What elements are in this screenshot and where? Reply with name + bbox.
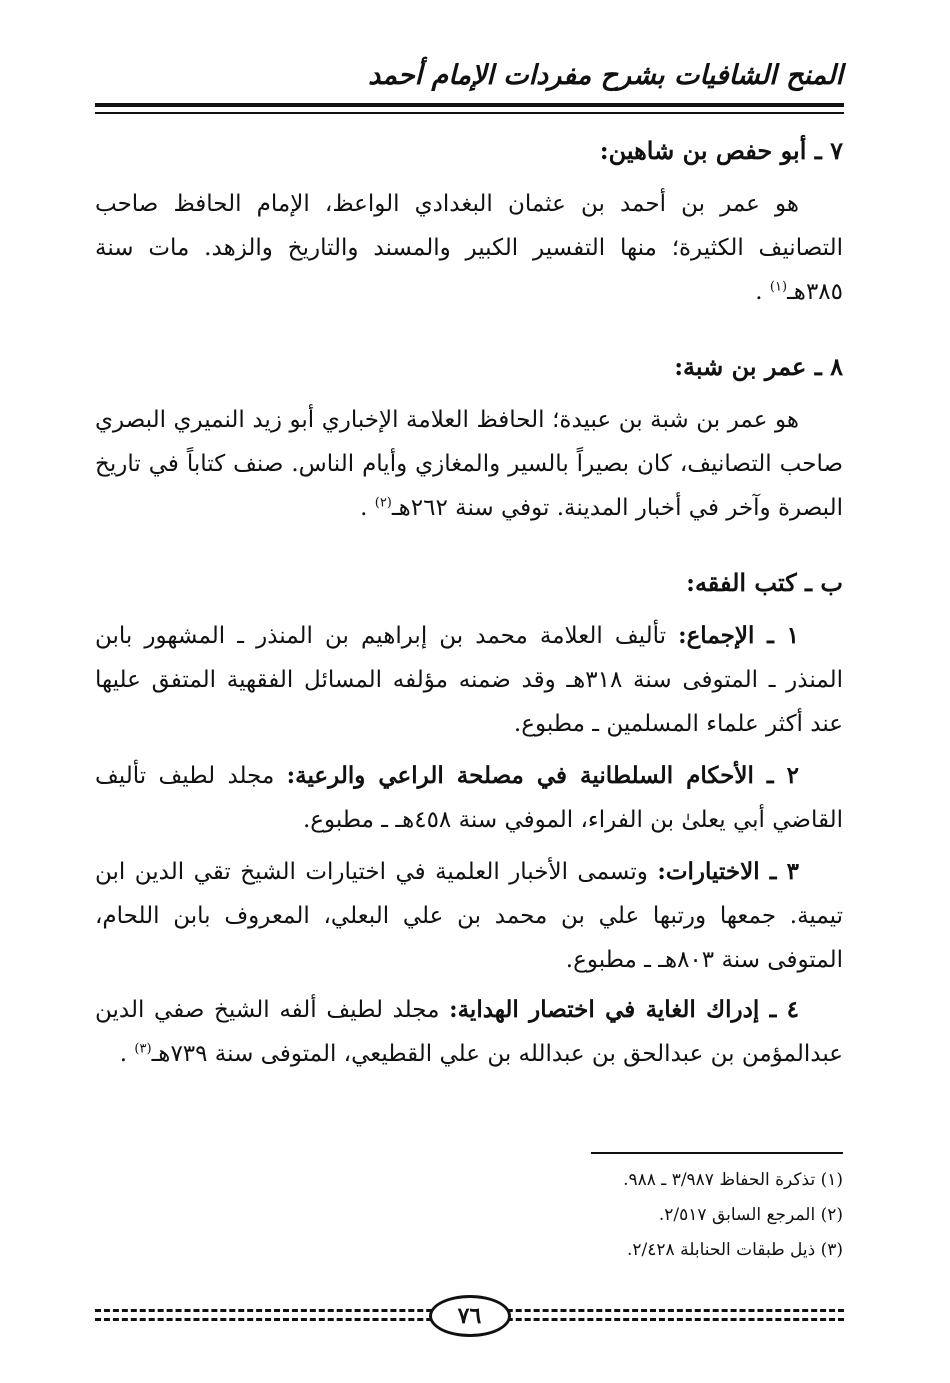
section-heading-8: ٨ ـ عمر بن شبة:: [674, 352, 843, 381]
footnote-ref: (١): [769, 279, 788, 295]
fiqh-item-2: [95, 754, 843, 842]
section-paragraph-8: [95, 398, 843, 530]
paragraph-end: .: [119, 1041, 128, 1067]
fiqh-item-title: ١ ـ الإجماع:: [678, 622, 799, 649]
fiqh-item-1: [95, 614, 843, 746]
fiqh-item-title: ٢ ـ الأحكام السلطانية في مصلحة الراعي والرعية:: [286, 762, 799, 789]
footnote-ref: (٣): [134, 1041, 152, 1057]
section-heading-7: ٧ ـ أبو حفص بن شاهين:: [599, 136, 843, 165]
footnote-1: (١) تذكرة الحفاظ ٣/٩٨٧ ـ ٩٨٨.: [623, 1170, 843, 1190]
paragraph-text: هو عمر بن شبة بن عبيدة؛ الحافظ العلامة الإخباري أبو زيد النميري البصري صاحب التصانيف، كان بصيراً بالسير والمغازي وأيام الناس. صنف كتاباً في تاريخ البصرة وآخر في أخبار المدينة. توفي سنة ٢٦٢هـ: [95, 407, 843, 521]
footnote-separator: [591, 1152, 843, 1154]
running-title: المنح الشافيات بشرح مفردات الإمام أحمد: [368, 60, 843, 91]
footnote-2: (٢) المرجع السابق ٢/٥١٧.: [658, 1205, 843, 1225]
fiqh-item-text: مجلد لطيف ألفه الشيخ صفي الدين عبدالمؤمن بن عبدالحق بن عبدالله بن علي القطيعي، المتوفى سنة ٧٣٩هـ: [95, 997, 843, 1067]
footnotes: [343, 1163, 843, 1268]
fiqh-item-text: وتسمى الأخبار العلمية في اختيارات الشيخ تقي الدين ابن تيمية. جمعها ورتبها علي بن محمد بن علي البعلي، المعروف بابن اللحام، المتوفى سنة ٨٠٣هـ ـ مطبوع.: [95, 859, 843, 973]
paragraph-text: هو عمر بن أحمد بن عثمان البغدادي الواعظ، الإمام الحافظ صاحب التصانيف الكثيرة؛ منها التفسير الكبير والمسند والتاريخ والزهد. مات سنة ٣٨٥هـ: [95, 191, 843, 305]
page-number: ٧٦: [429, 1295, 511, 1337]
paragraph-end: .: [755, 279, 763, 305]
header-rule-thick: [95, 103, 844, 107]
footnote-ref: (٢): [374, 495, 392, 511]
header-rule-thin: [95, 112, 844, 114]
section-paragraph-7: [95, 182, 843, 314]
footer-ornament: [95, 1295, 844, 1339]
fiqh-heading: ب ـ كتب الفقه:: [686, 568, 843, 597]
fiqh-item-3: [95, 850, 843, 982]
fiqh-item-text: تأليف العلامة محمد بن إبراهيم بن المنذر ـ المشهور بابن المنذر ـ المتوفى سنة ٣١٨هـ وقد ضمنه مؤلفه المسائل الفقهية المتفق عليها عند أكثر علماء المسلمين ـ مطبوع.: [95, 623, 843, 737]
fiqh-item-text: مجلد لطيف تأليف القاضي أبي يعلىٰ بن الفراء، الموفي سنة ٤٥٨هـ ـ مطبوع.: [95, 763, 843, 833]
fiqh-item-4: [95, 988, 843, 1076]
paragraph-end: .: [360, 495, 368, 521]
fiqh-item-title: ٣ ـ الاختيارات:: [657, 858, 799, 885]
footnote-3: (٣) ذيل طبقات الحنابلة ٢/٤٢٨.: [627, 1240, 843, 1260]
fiqh-item-title: ٤ ـ إدراك الغاية في اختصار الهداية:: [449, 996, 799, 1023]
